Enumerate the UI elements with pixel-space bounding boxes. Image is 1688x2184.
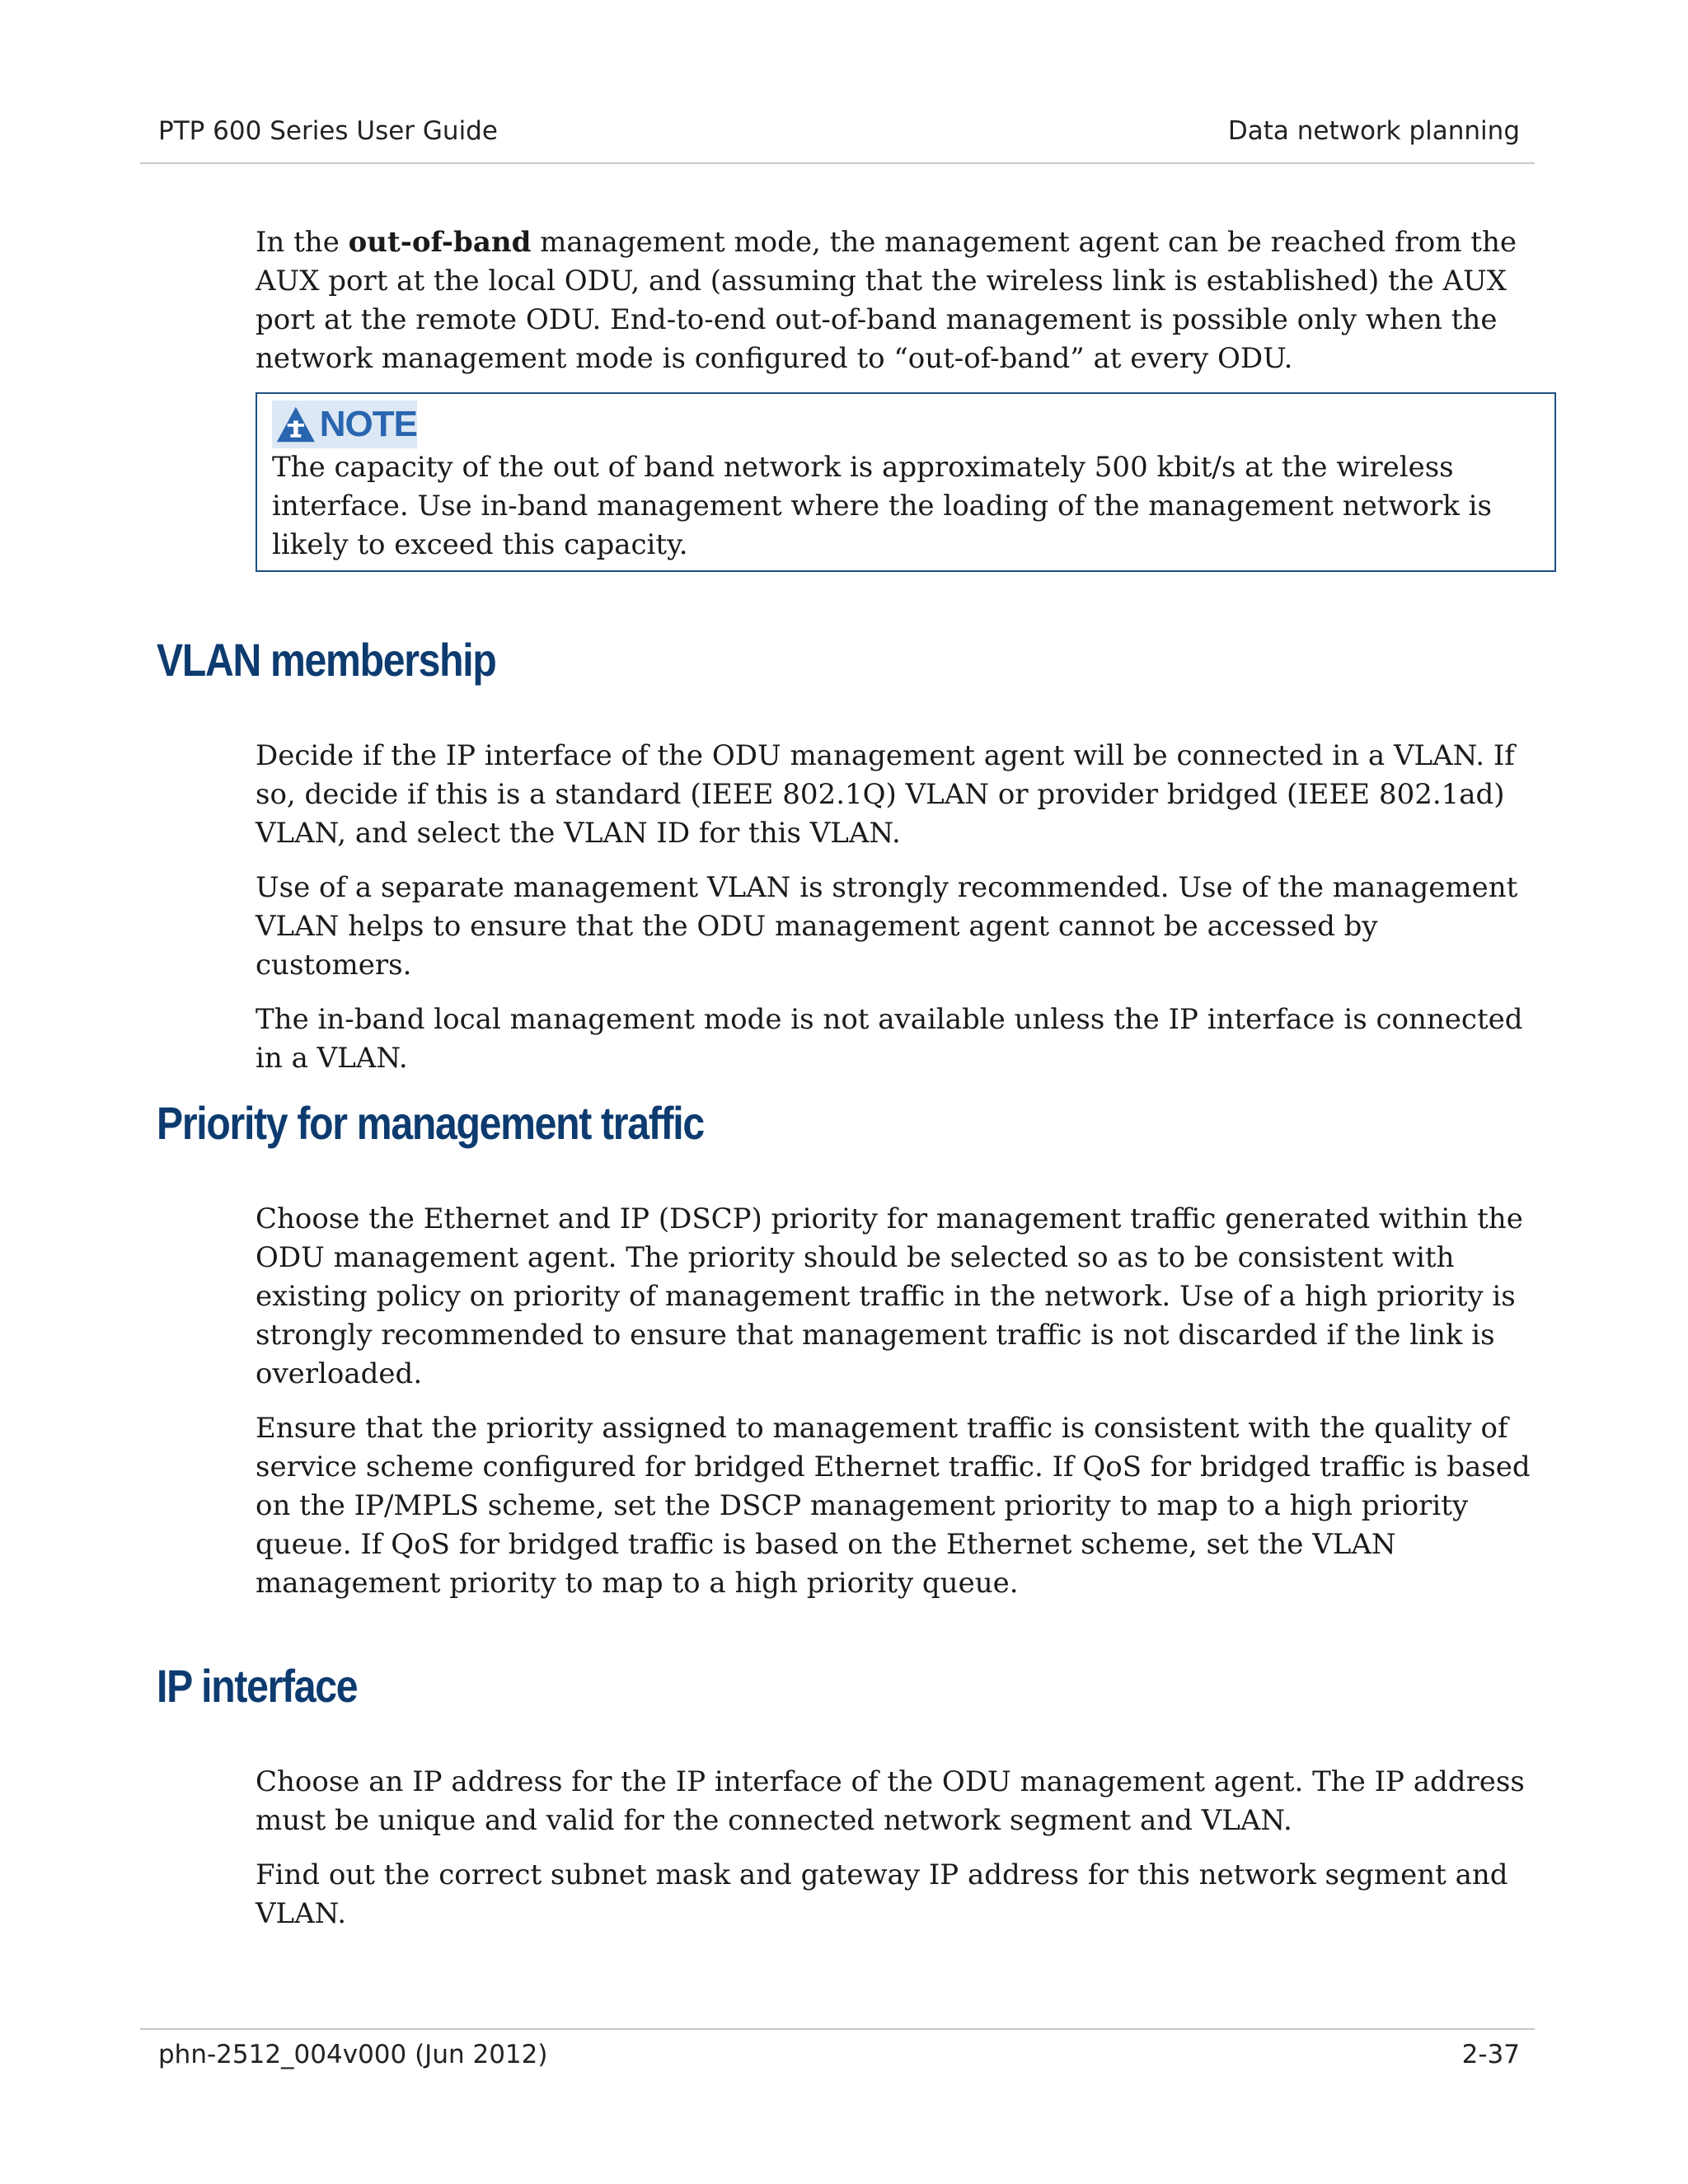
footer-document-id: phn-2512_004v000 (Jun 2012) xyxy=(158,2040,548,2069)
section-heading-priority-management-traffic: Priority for management traffic xyxy=(157,1097,704,1149)
section-body-vlan-membership xyxy=(256,737,1541,1094)
page-footer xyxy=(158,2040,1520,2069)
section-heading-ip-interface: IP interface xyxy=(157,1660,358,1712)
paragraph: Ensure that the priority assigned to management traffic is consistent with the quality of service scheme configured for bridged Ethernet traffic. If QoS for bridged traffic is based on the IP/MPLS scheme, set the DSCP management priority to map to a high priority queue. If QoS for bridged traffic is based on the Ethernet scheme, set the VLAN management priority to map to a high priority queue. xyxy=(256,1412,1531,1600)
paragraph: Choose an IP address for the IP interface of the ODU management agent. The IP address must be unique and valid for the connected network segment and VLAN. xyxy=(256,1765,1525,1837)
paragraph: Find out the correct subnet mask and gateway IP address for this network segment and VLAN. xyxy=(256,1858,1508,1930)
note-text: The capacity of the out of band network is approximately 500 kbit/s at the wireless interface. Use in-band management where the loading of the management network is likely to exceed this capacity. xyxy=(272,451,1492,561)
section-body-ip-interface xyxy=(256,1763,1541,1949)
note-box xyxy=(256,392,1556,572)
header-document-title: PTP 600 Series User Guide xyxy=(158,116,498,146)
intro-text-post: management mode, the management agent can be reached from the AUX port at the local ODU, and (assuming that the wireless link is established) the AUX port at the remote ODU. End-to-end out-of-band management is possible only when the network management mode is configured to “out-of-band” at every ODU. xyxy=(256,226,1517,375)
paragraph: The in-band local management mode is not available unless the IP interface is connected in a VLAN. xyxy=(256,1003,1523,1075)
paragraph: Use of a separate management VLAN is strongly recommended. Use of the management VLAN helps to ensure that the ODU management agent cannot be accessed by customers. xyxy=(256,871,1518,982)
intro-text-bold: out-of-band xyxy=(348,226,532,259)
paragraph: Choose the Ethernet and IP (DSCP) priority for management traffic generated within the ODU management agent. The priority should be selected so as to be consistent with existing policy on priority of management traffic in the network. Use of a high priority is strongly recommended to ensure that management traffic is not discarded if the link is overloaded. xyxy=(256,1202,1523,1390)
section-heading-vlan-membership: VLAN membership xyxy=(157,634,496,686)
page-header xyxy=(158,116,1520,146)
footer-page-number: 2-37 xyxy=(1461,2040,1520,2069)
paragraph: Decide if the IP interface of the ODU management agent will be connected in a VLAN. If so, decide if this is a standard (IEEE 802.1Q) VLAN or provider bridged (IEEE 802.1ad) VLAN, and select the VLAN ID for this VLAN. xyxy=(256,739,1515,850)
note-label: NOTE xyxy=(319,404,417,444)
header-divider xyxy=(140,162,1535,164)
note-warning-icon xyxy=(275,404,316,445)
section-body-priority-management-traffic xyxy=(256,1200,1541,1619)
intro-text-pre: In the xyxy=(256,226,349,259)
note-badge xyxy=(272,401,417,448)
intro-paragraph xyxy=(256,223,1541,394)
footer-divider xyxy=(140,2028,1535,2030)
header-chapter-title: Data network planning xyxy=(1227,116,1520,146)
